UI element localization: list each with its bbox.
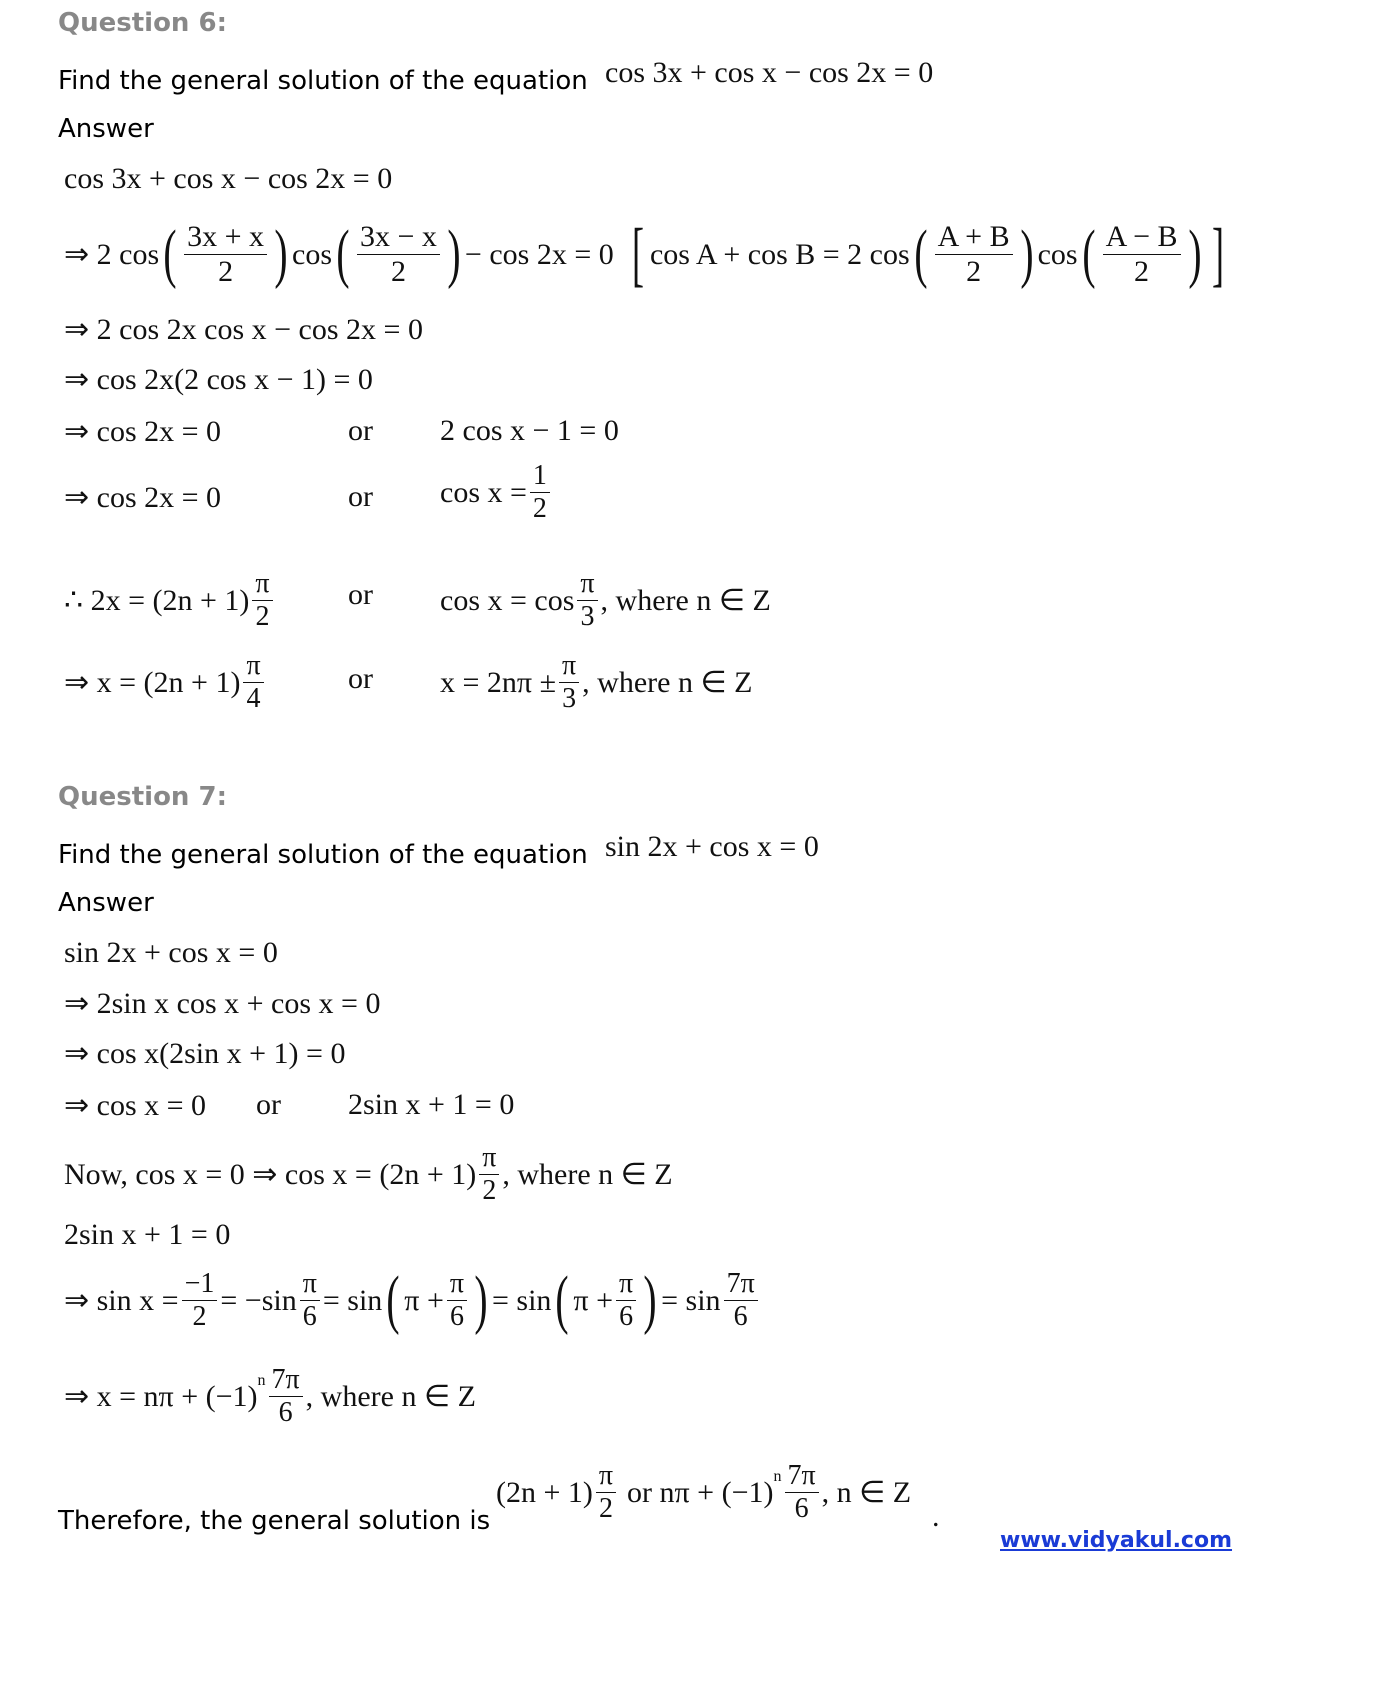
q6-identity-fraction-2: $\frac{A - B}{2}$ [1103,222,1181,287]
q6-step-7-right: cos x = cos $\frac{\pi}{3}$ , where n ∈ Z [440,568,771,632]
q6-step-3: ⇒ 2 cos 2x cos x − cos 2x = 0 [64,313,423,346]
vidyakul-website-link[interactable]: www.vidyakul.com [1000,1528,1233,1553]
q6-step-2-fraction-2: $\frac{3x - x}{2}$ [357,222,440,287]
q6-step-1: cos 3x + cos x − cos 2x = 0 [64,162,393,195]
q7-step-6: 2sin x + 1 = 0 [64,1218,231,1251]
q6-step-7-or: or [348,578,373,611]
question-6-title: Question 6: [58,8,227,38]
q6-step-5-right: 2 cos x − 1 = 0 [440,414,619,447]
q6-step-2-pre: ⇒ 2 cos [64,238,160,271]
question-7-answer-label: Answer [58,888,154,918]
q7-step-4-or: or [256,1088,281,1121]
question-7-equation: sin 2x + cos x = 0 [605,830,819,863]
question-6-statement: Find the general solution of the equation [58,66,588,96]
question-7-statement: Find the general solution of the equation [58,840,588,870]
q7-step-4-left: ⇒ cos x = 0 [64,1089,207,1122]
q7-conclusion-period: . [932,1500,940,1533]
q7-step-7: ⇒ sin x = $\frac{-1}{2}$ = −sin $\frac{\pi}{6}$ = sin ( π + $\frac{\pi}{6}$ ) = sin ( π + $\frac{\pi}{6}$ ) = sin $\frac{7\pi}{6}$ [64,1270,761,1331]
q6-sum-to-product-identity: [ cos A + cos B = 2 cos ( $\frac{A + B}{2}$ ) cos ( $\frac{A - B}{2}$ ) ] [631,213,1224,294]
q7-conclusion-formula: (2n + 1) $\frac{\pi}{2}$ or nπ + (−1) $^n$ $\frac{7\pi}{6}$ , n ∈ Z [496,1460,912,1524]
q7-step-1: sin 2x + cos x = 0 [64,936,278,969]
q6-step-4: ⇒ cos 2x(2 cos x − 1) = 0 [64,363,373,396]
q7-step-3: ⇒ cos x(2sin x + 1) = 0 [64,1037,346,1070]
q6-step-2: ⇒ 2 cos ( $\frac{3x + x}{2}$ ) cos ( $\frac{3x - x}{2}$ ) − cos 2x = 0 [64,217,614,291]
q6-step-5-left: ⇒ cos 2x = 0 [64,415,222,448]
q6-step-8-left: ⇒ x = (2n + 1) $\frac{\pi}{4}$ [64,652,267,713]
q7-step-8: ⇒ x = nπ + (−1) $^n$ $\frac{7\pi}{6}$ , where n ∈ Z [64,1364,476,1428]
q6-step-2-fraction-1: $\frac{3x + x}{2}$ [184,222,267,287]
q6-step-7-left: ∴ 2x = (2n + 1) $\frac{\pi}{2}$ [64,570,276,631]
q6-step-5-or: or [348,414,373,447]
q6-step-6-right: cos x = $\frac{1}{2}$ [440,462,553,523]
q6-step-8-right: x = 2nπ ± $\frac{\pi}{3}$ , where n ∈ Z [440,650,753,714]
q6-step-6-left: ⇒ cos 2x = 0 [64,481,222,514]
q7-step-4-right: 2sin x + 1 = 0 [348,1088,515,1121]
question-6-answer-label: Answer [58,114,154,144]
q7-conclusion-text: Therefore, the general solution is [58,1506,491,1536]
q6-identity-fraction-1: $\frac{A + B}{2}$ [935,222,1013,287]
q7-step-2: ⇒ 2sin x cos x + cos x = 0 [64,987,381,1020]
question-6-equation: cos 3x + cos x − cos 2x = 0 [605,56,934,89]
q6-step-6-or: or [348,480,373,513]
q7-step-5: Now, cos x = 0 ⇒ cos x = (2n + 1) $\frac{\pi}{2}$ , where n ∈ Z [64,1142,673,1206]
q6-step-8-or: or [348,662,373,695]
question-7-title: Question 7: [58,782,227,812]
